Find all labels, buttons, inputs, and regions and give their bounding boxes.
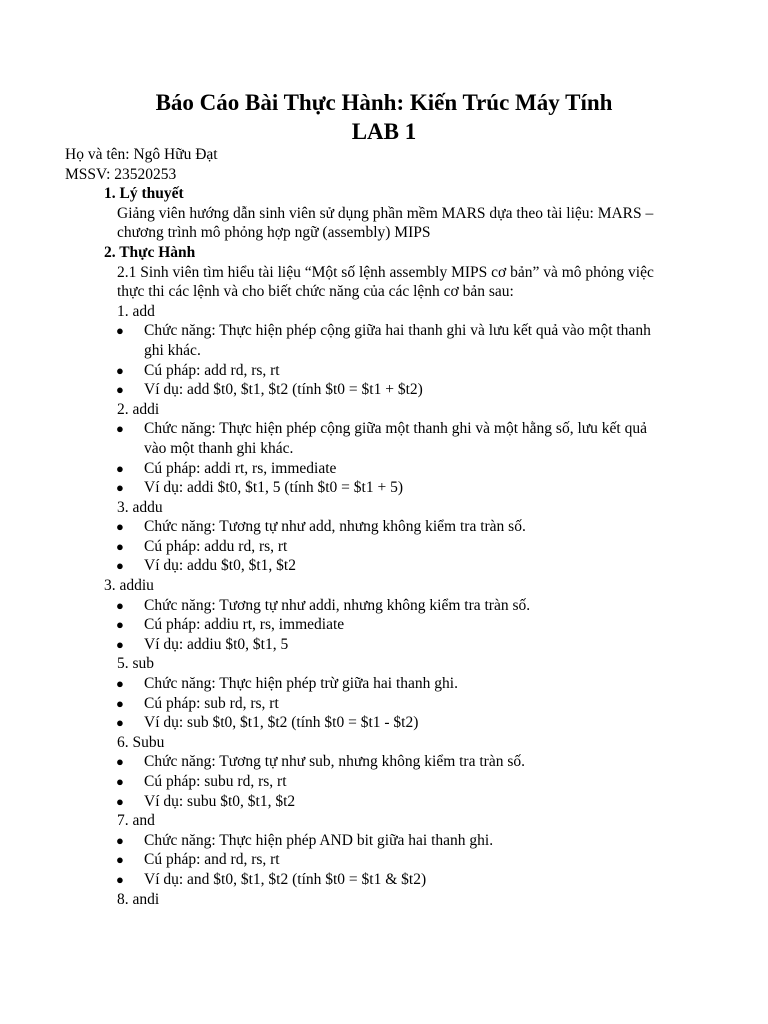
bullet-icon: ● [116,382,124,398]
bullet-icon: ● [116,715,124,731]
bullet-icon: ● [116,519,124,535]
bullet-icon: ● [116,538,124,554]
bullet-item [65,674,664,694]
bullet-icon: ● [116,597,124,613]
bullet-icon: ● [116,754,124,770]
instruction-title: 5. sub [117,655,155,673]
bullet-text: Chức năng: Thực hiện phép trừ giữa hai thanh ghi. [144,675,458,693]
instruction-title: 7. and [117,812,155,830]
section-theory-text: Giảng viên hướng dẫn sinh viên sử dụng phần mềm MARS dựa theo tài liệu: MARS – chương trình mô phỏng hợp ngữ (assembly) MIPS [117,204,654,242]
bullet-item [65,713,664,733]
instruction-title: 8. andi [117,890,160,908]
instruction-title: 3. addiu [104,577,154,595]
bullet-item [65,635,664,655]
bullet-item [65,831,664,851]
bullet-item [65,478,664,498]
bullet-icon: ● [116,558,124,574]
bullet-item [65,517,664,537]
bullet-item [65,615,664,635]
bullet-icon: ● [116,793,124,809]
bullet-text: Cú pháp: addu rd, rs, rt [144,537,288,555]
bullet-icon: ● [116,695,124,711]
bullet-text: Cú pháp: subu rd, rs, rt [144,773,287,790]
document-body [65,145,715,909]
bullet-text: Chức năng: Tương tự như addi, nhưng không kiểm tra tràn số. [144,596,531,614]
bullet-text: Cú pháp: addi rt, rs, immediate [144,459,337,477]
student-id: MSSV: 23520253 [65,165,177,183]
bullet-text: Cú pháp: sub rd, rs, rt [144,694,279,712]
bullet-item [65,537,664,557]
bullet-icon: ● [116,480,124,496]
section-heading-practice: 2. Thực Hành [104,243,196,261]
bullet-text: Ví dụ: and $t0, $t1, $t2 (tính $t0 = $t1 & $t2) [144,870,427,888]
bullet-item [65,870,664,890]
student-name: Họ và tên: Ngô Hữu Đạt [65,146,218,163]
bullet-item [65,380,664,400]
instruction-title: 6. Subu [117,733,165,751]
bullet-item [65,419,664,458]
section-practice-intro: 2.1 Sinh viên tìm hiểu tài liệu “Một số lệnh assembly MIPS cơ bản” và mô phỏng việc thực thi các lệnh và cho biết chức năng của các lệnh cơ bản sau: [117,263,654,301]
bullet-text: Chức năng: Thực hiện phép AND bit giữa hai thanh ghi. [144,831,494,849]
bullet-icon: ● [116,323,124,339]
bullet-icon: ● [116,636,124,652]
bullet-text: Ví dụ: sub $t0, $t1, $t2 (tính $t0 = $t1 - $t2) [144,714,419,732]
bullet-text: Chức năng: Thực hiện phép cộng giữa một thanh ghi và một hằng số, lưu kết quả vào một thanh ghi khác. [144,420,647,457]
bullet-text: Cú pháp: add rd, rs, rt [144,361,280,379]
bullet-icon: ● [116,362,124,378]
bullet-icon: ● [116,460,124,476]
bullet-icon: ● [116,617,124,633]
bullet-item [65,459,664,479]
instruction-title: 1. add [117,302,155,320]
bullet-icon: ● [116,871,124,887]
bullet-text: Ví dụ: addiu $t0, $t1, 5 [144,635,289,653]
bullet-item [65,792,664,812]
bullet-text: Chức năng: Tương tự như add, nhưng không kiểm tra tràn số. [144,518,526,536]
bullet-text: Cú pháp: and rd, rs, rt [144,851,280,869]
title-line-1: Báo Cáo Bài Thực Hành: Kiến Trúc Máy Tính [155,90,613,115]
instruction-title: 3. addu [117,498,163,516]
bullet-item [65,556,664,576]
bullet-icon: ● [116,832,124,848]
bullet-text: Ví dụ: addu $t0, $t1, $t2 [144,557,296,575]
bullet-item [65,850,664,870]
bullet-text: Chức năng: Tương tự như sub, nhưng không kiểm tra tràn số. [144,753,525,771]
bullet-icon: ● [116,676,124,692]
bullet-text: Ví dụ: addi $t0, $t1, 5 (tính $t0 = $t1 + 5) [144,479,404,497]
bullet-text: Ví dụ: subu $t0, $t1, $t2 [144,792,296,810]
bullet-icon: ● [116,774,124,789]
bullet-icon: ● [116,852,124,868]
bullet-item [65,694,664,714]
bullet-item [65,321,664,360]
bullet-item [65,752,664,772]
bullet-item [65,596,664,616]
bullet-text: Cú pháp: addiu rt, rs, immediate [144,616,345,634]
bullet-text: Ví dụ: add $t0, $t1, $t2 (tính $t0 = $t1 + $t2) [144,381,423,399]
bullet-item [65,361,664,381]
bullet-text: Chức năng: Thực hiện phép cộng giữa hai thanh ghi và lưu kết quả vào một thanh ghi khác. [144,322,651,359]
section-heading-theory: 1. Lý thuyết [104,185,184,203]
instruction-list [65,302,715,909]
document-title [0,88,768,146]
bullet-item [65,772,664,792]
instruction-title: 2. addi [117,400,160,418]
bullet-icon: ● [116,421,124,437]
title-line-2: LAB 1 [351,119,417,144]
